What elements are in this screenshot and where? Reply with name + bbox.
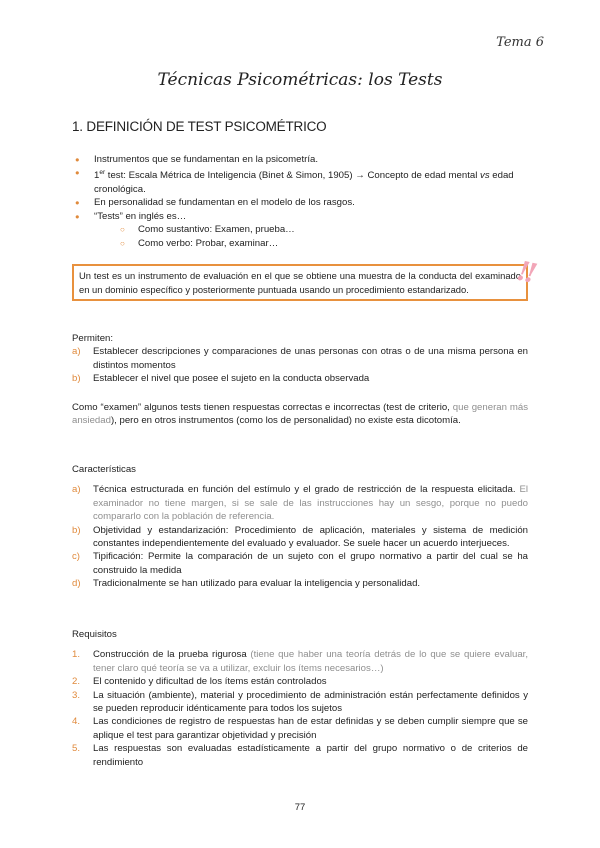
bullet-text: “Tests” en inglés es… xyxy=(94,210,187,222)
page-number: 77 xyxy=(294,802,306,813)
list-item xyxy=(72,689,528,716)
sub-bullet-text: Como verbo: Probar, examinar… xyxy=(138,237,279,249)
list-text: Construcción de la prueba rigurosa xyxy=(93,649,251,661)
section-heading: 1. DEFINICIÓN DE TEST PSICOMÉTRICO xyxy=(72,119,327,134)
list-item xyxy=(72,524,528,551)
bullet-text: 1 xyxy=(94,170,100,182)
list-item xyxy=(72,345,528,372)
grey-note: que generan más ansiedad xyxy=(72,402,528,427)
list-text: Las respuestas son evaluadas estadísticamente a partir del grupo normativo o de criterios de rendimiento xyxy=(93,743,528,768)
intro-bullets xyxy=(72,153,528,250)
list-text: Técnica estructurada en función del estímulo y el grado de restricción de la respuesta elicitada. xyxy=(93,484,520,496)
paragraph-text: Como “examen” algunos tests tienen respuestas correctas e incorrectas (test de criterio, xyxy=(72,402,453,413)
list-text: Objetividad y estandarización: Procedimiento de aplicación, materiales y sistema de medición constantes independientemente del evaluado y evaluador. Se suele hacer un acuerdo interjueces. xyxy=(93,524,528,550)
list-item xyxy=(72,742,528,769)
bullet-text: En personalidad se fundamentan en el modelo de los rasgos. xyxy=(94,197,355,209)
list-marker: d) xyxy=(72,578,81,590)
list-marker: c) xyxy=(72,551,80,563)
sub-bullet-item xyxy=(116,237,528,250)
topic-label: Tema 6 xyxy=(496,35,544,50)
bullet-item xyxy=(72,196,528,209)
bullet-text: test: Escala Métrica de Inteligencia (Binet & Simon, 1905) → Concepto de edad mental xyxy=(105,170,481,182)
list-text: Tradicionalmente se han utilizado para evaluar la inteligencia y personalidad. xyxy=(93,578,421,590)
caracteristicas-section xyxy=(72,463,528,591)
bullet-item xyxy=(72,166,528,196)
list-marker: 5. xyxy=(72,743,81,755)
list-text: El contenido y dificultad de los ítems están controlados xyxy=(93,676,327,688)
permiten-section xyxy=(72,332,528,386)
bullet-item xyxy=(72,210,528,250)
requisitos-section xyxy=(72,628,528,769)
bullet-text: Instrumentos que se fundamentan en la psicometría. xyxy=(94,154,318,165)
list-text: Tipificación: Permite la comparación de un sujeto con el grupo normativo a partir del cual se ha construido la medida xyxy=(93,551,528,576)
list-item xyxy=(72,372,528,385)
list-marker: 1. xyxy=(72,649,81,661)
list-marker: b) xyxy=(72,524,81,536)
list-text: Establecer descripciones y comparaciones de unas personas con otras o de una misma persona en distintos momentos xyxy=(93,346,528,371)
examen-paragraph xyxy=(72,401,528,428)
bullet-item xyxy=(72,153,528,166)
list-item xyxy=(72,715,528,742)
sub-bullet-text: Como sustantivo: Examen, prueba… xyxy=(138,224,295,236)
page-title: Técnicas Psicométricas: los Tests xyxy=(157,70,443,90)
superscript: er xyxy=(99,169,106,177)
permiten-label: Permiten: xyxy=(72,333,114,344)
list-item xyxy=(72,483,528,523)
list-marker: a) xyxy=(72,346,81,358)
list-text: Las condiciones de registro de respuestas han de estar definidas y se deben cumplir siempre que se aplique el test para garantizar objetividad y precisión xyxy=(93,716,528,741)
bullet-text: edad cronológica. xyxy=(94,170,514,195)
list-marker: 3. xyxy=(72,689,81,701)
requisitos-label: Requisitos xyxy=(72,629,117,640)
list-text: La situación (ambiente), material y procedimiento de administración están perfectamente definidos y se pueden reproducir idénticamente para todos los sujetos xyxy=(93,689,528,715)
grey-note: (tiene que haber una teoría detrás de lo que se quiere evaluar, tener claro qué teoría se va a utilizar, excluir los ítems necesarios…) xyxy=(93,649,528,674)
definition-text: Un test es un instrumento de evaluación en el que se obtiene una muestra de la conducta del examinado en un dominio específico y posteriormente puntuada usando un procedimiento estandarizado. xyxy=(79,270,521,295)
caracteristicas-label: Características xyxy=(72,464,136,475)
list-item xyxy=(72,550,528,577)
list-text: Establecer el nivel que posee el sujeto en la conducta observada xyxy=(93,373,370,385)
sub-bullet-item xyxy=(116,223,528,236)
list-item xyxy=(72,577,528,590)
list-item xyxy=(72,675,528,688)
paragraph-text: ), pero en otros instrumentos (como los de personalidad) no existe esta dicotomía. xyxy=(110,415,461,427)
definition-box xyxy=(72,264,528,301)
exclamation-mark: !! xyxy=(513,255,536,290)
list-marker: 4. xyxy=(72,716,81,728)
italic-text: vs xyxy=(480,170,490,182)
list-marker: 2. xyxy=(72,676,81,688)
list-marker: b) xyxy=(72,373,81,385)
list-marker: a) xyxy=(72,484,81,496)
grey-note: El examinador no tiene margen, si se sale de las instrucciones hay un sesgo, porque no puedo compararlo con la población de referencia. xyxy=(93,484,528,523)
list-item xyxy=(72,648,528,675)
